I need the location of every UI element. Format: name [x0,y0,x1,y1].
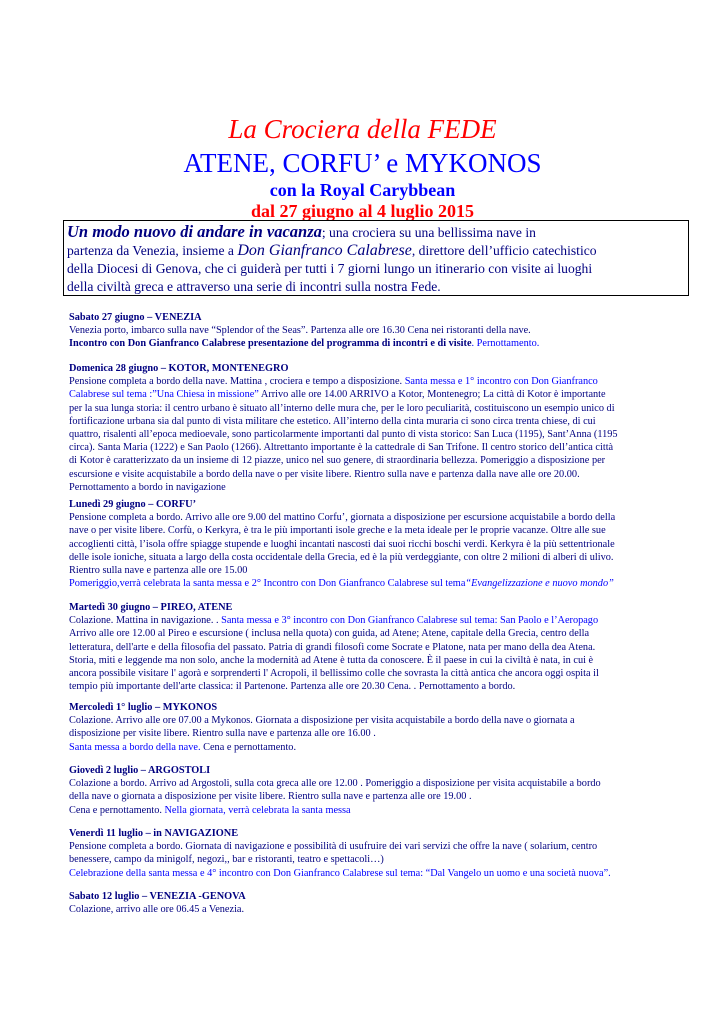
day-line: Pomeriggio,verrà celebrata la santa messa e 2° Incontro con Don Gianfranco Calabrese sul tema [69,578,466,590]
day-line: Calabrese sul tema :”Una Chiesa in missione” [69,389,259,401]
document-subtitle: ATENE, CORFU’ e MYKONOS [183,148,542,178]
day-line: nave o per visite libere. Corfù, o Kerkyra, è tra le più importanti isole greche e la meta ideale per le proprie vacanze. Oltre alle sue [69,525,606,537]
day-line: Pensione completa a bordo della nave. Mattina , crociera e tempo a disposizione. [69,376,405,388]
day-line: per la sua lunga storia: il centro urbano è situato all’interno delle mura che, per le loro peculiarità, costituiscono un esempio unico di [69,402,615,414]
cruise-company: con la Royal Carybbean [269,180,456,200]
day-header: Sabato 12 luglio – VENEZIA -GENOVA [69,891,246,902]
day-line: escursione e visite acquistabile a bordo della nave o per visite libere. Rientro sulla nave e partenza dalla nave alle ore 20.00. [69,468,580,480]
day-line: Pernottamento a bordo in navigazione [69,481,226,493]
intro-line-4: della civiltà greca e attraverso una serie di incontri sulla nostra Fede. [67,279,441,294]
day-line: Celebrazione della santa messa e 4° incontro con Don Gianfranco Calabrese sul tema: “Dal Vangelo un uomo e una società nuova”. [69,867,611,879]
day-header: Domenica 28 giugno – KOTOR, MONTENEGRO [69,363,289,374]
day-section-8 [69,890,685,916]
day-section-4 [69,601,685,693]
day-line: Colazione a bordo. Arrivo ad Argostoli, sulla cota greca alle ore 12.00 . Pomeriggio a disposizione per visita acquistabile a bordo [69,778,601,790]
day-line: Santa messa e 3° incontro con Don Gianfranco Calabrese sul tema: San Paolo e l’Aeropago [221,615,599,627]
day-line: Arrivo alle ore 14.00 ARRIVO a Kotor, Montenegro; La città di Kotor è importante [258,389,606,401]
day-line: Pensione completa a bordo. Arrivo alle ore 9.00 del mattino Corfu’, giornata a disposizione per escursione acquistabile a bordo della [69,512,616,524]
day-line: “Evangelizzazione e nuovo mondo” [465,578,614,590]
day-section-5 [69,701,685,754]
day-line: Nella giornata, verrà celebrata la santa messa [164,804,351,816]
day-line: circa). Santa Maria (1222) e San Paolo (1266). Altrettanto importante è la cattedrale di San Trifone. Il centro storico dell’antica città [69,442,614,454]
intro-lead: Un modo nuovo di andare in vacanza [67,222,322,241]
day-line: Cena e pernottamento. [200,741,297,753]
day-section-1 [69,311,685,351]
day-header: Martedì 30 giugno – PIREO, ATENE [69,602,233,613]
day-line: Incontro con Don Gianfranco Calabrese presentazione del programma di incontri e di visite [69,338,472,350]
day-line: benessere, campo da minigolf, negozi,, bar e ristoranti, teatro e spettacoli…) [69,854,384,866]
day-header: Lunedì 29 giugno – CORFU’ [69,499,197,510]
day-header: Venerdì 11 luglio – in NAVIGAZIONE [69,828,239,839]
intro-line-2b: , direttore dell’ufficio catechistico [411,243,597,258]
day-header: Sabato 27 giugno – VENEZIA [69,312,202,323]
day-line: quattro, risalenti all’epoca medioevale, sono particolarmente importanti dal punto di vista storico: San Luca (1195), Sant’Anna (1195 [69,429,618,441]
day-header: Giovedì 2 luglio – ARGOSTOLI [69,765,211,776]
day-line: Venezia porto, imbarco sulla nave “Splendor of the Seas”. Partenza alle ore 16.30 Cena nei ristoranti della nave. [69,325,531,337]
cruise-dates: dal 27 giugno al 4 luglio 2015 [250,201,475,221]
day-section-3 [69,498,685,590]
intro-box [63,220,689,296]
day-line: ancora possibile visitare l' agorà e sorprenderti l' Acropoli, il bellissimo colle che sovrasta la città antica che ancora oggi ospita il [69,668,599,680]
day-header: Mercoledì 1° luglio – MYKONOS [69,702,218,713]
day-line: Colazione, arrivo alle ore 06.45 a Venezia. [69,904,245,916]
day-line: . Pernottamento. [471,338,540,350]
day-section-6 [69,764,685,817]
day-line: Santa messa a bordo della nave. [69,741,201,753]
day-line: della nave o giornata a disposizione per visite libere. Rientro sulla nave e partenza alle ore 19.00 . [69,791,472,803]
day-section-2 [69,362,685,494]
day-line: delle isole ioniche, situata a largo della costa occidentale della Grecia, ed è la più verdeggiante, con oltre 2 milioni di alberi di ulivo. [69,551,614,563]
day-line: fortificazione urbana sia dal punto di vista militare che estetico. All’interno della cinta muraria ci sono circa trenta chiese, di cui [69,415,596,427]
document-title: La Crociera della FEDE [228,114,497,144]
day-line: Santa messa e 1° incontro con Don Gianfranco [404,376,598,388]
day-section-7 [69,827,685,880]
day-line: Colazione. Mattina in navigazione. . [69,615,222,627]
day-line: letteratura, dell'arte e della filosofia del passato. Patria di grandi filosofi come Socrate e Platone, nata per mano della dea Atena. [69,641,596,653]
day-line: Rientro sulla nave e partenza alle ore 15.00 [69,565,248,577]
day-line: Arrivo alle ore 12.00 al Pireo e escursione ( inclusa nella quota) con guida, ad Atene; Atene, capitale della Grecia, centro della [69,628,590,640]
day-line: di Kotor è caratterizzato da un insieme di 12 piazze, unico nel suo genere, di straordinaria bellezza. Pomeriggio a disposizione per [69,455,606,467]
day-line: disposizione per visite libere. Rientro sulla nave e partenza alle ore 16.00 . [69,728,376,740]
day-line: Pensione completa a bordo. Giornata di navigazione e possibilità di usufruire dei vari servizi che offre la nave ( solarium, centro [69,841,598,853]
intro-line-2a: partenza da Venezia, insieme a [67,243,238,258]
day-line: accoglienti città, l’isola offre spiagge stupende e luoghi incantati nascosti dai suoi ricchi boschi verdi. Kerkyra è la più settentrionale [69,538,615,550]
day-line: Storia, miti e leggende ma non solo, anche la modernità ad Atene è tutta da conoscere. È il paese in cui la civiltà è nata, in cui è [69,654,594,666]
day-line: Cena e pernottamento. [69,804,165,816]
intro-line-3: della Diocesi di Genova, che ci guiderà per tutti i 7 giorni lungo un itinerario con visite ai luoghi [67,261,593,276]
intro-don-name: Don Gianfranco Calabrese [237,242,412,259]
intro-line-1: ; una crociera su una bellissima nave in [321,225,536,240]
day-line: tempio più importante dell'arte classica: il Partenone. Partenza alle ore 20.30 Cena. . Pernottamento a bordo. [69,681,516,693]
day-line: Colazione. Arrivo alle ore 07.00 a Mykonos. Giornata a disposizione per visita acquistabile a bordo della nave o giornata a [69,715,575,727]
